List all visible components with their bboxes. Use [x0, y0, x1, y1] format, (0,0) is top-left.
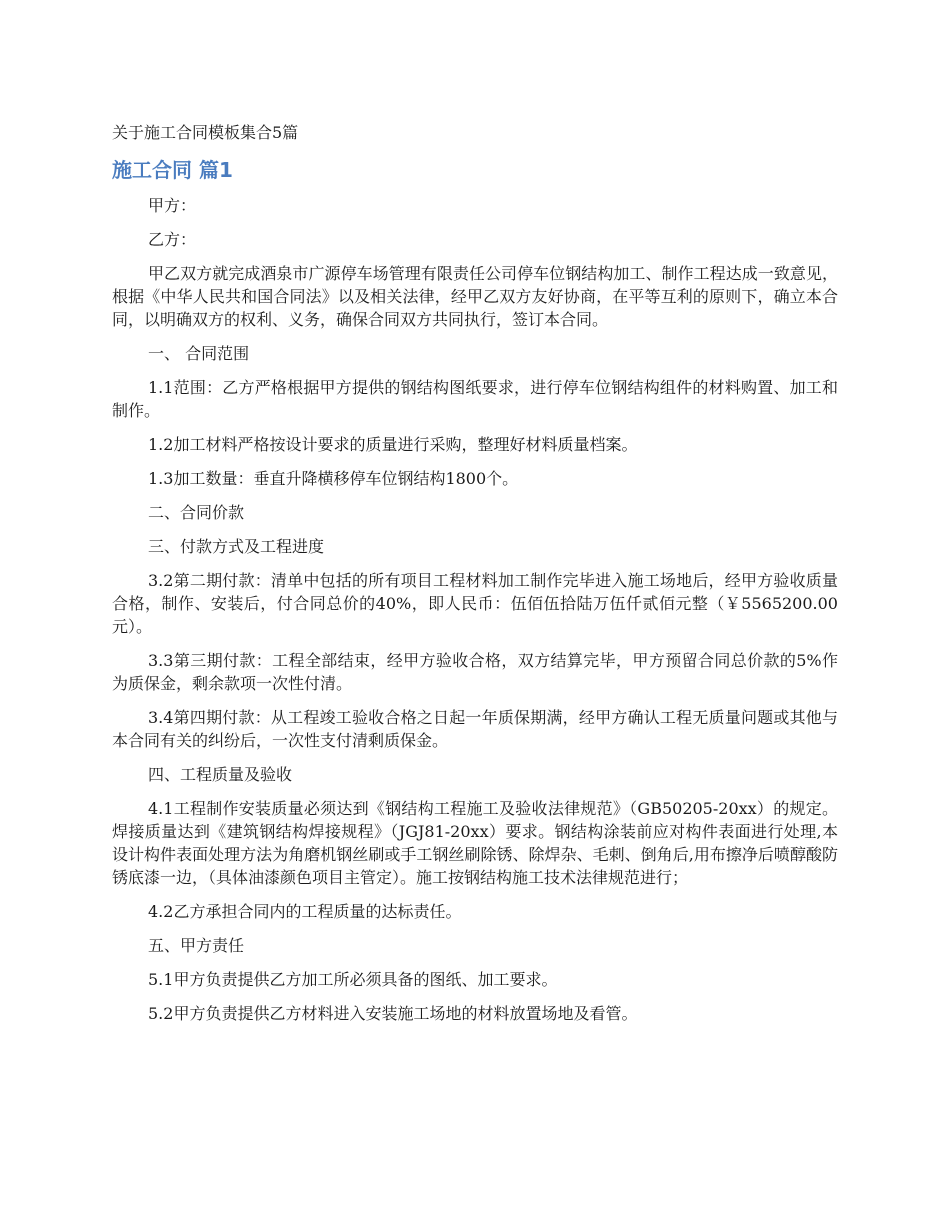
party-a-line: 甲方： [148, 196, 197, 215]
clause-heading-price: 二、合同价款 [148, 503, 245, 522]
clause-1-2: 1.2加工材料严格按设计要求的质量进行采购，整理好材料质量档案。 [148, 435, 638, 454]
clause-5-2: 5.2甲方负责提供乙方材料进入安装施工场地的材料放置场地及看管。 [148, 1004, 638, 1023]
clause-5-1: 5.1甲方负责提供乙方加工所必须具备的图纸、加工要求。 [148, 970, 558, 989]
clause-heading-party-a: 五、甲方责任 [148, 936, 245, 955]
section-heading: 施工合同 篇1 [112, 158, 233, 182]
preamble-paragraph: 甲乙双方就完成酒泉市广源停车场管理有限责任公司停车位钢结构加工、制作工程达成一致意见，根据《中华人民共和国合同法》以及相关法律，经甲乙双方友好协商，在平等互利的原则下，确立本合同，以明确双方的权利、义务，确保合同双方共同执行，签订本合同。 [112, 264, 838, 329]
party-b-line: 乙方： [148, 230, 197, 249]
document-title: 关于施工合同模板集合5篇 [112, 123, 299, 142]
clause-3-4: 3.4第四期付款：从工程竣工验收合格之日起一年质保期满，经甲方确认工程无质量问题或其他与本合同有关的纠纷后，一次性支付清剩质保金。 [112, 708, 838, 750]
clause-4-2: 4.2乙方承担合同内的工程质量的达标责任。 [148, 902, 462, 921]
clause-4-1: 4.1工程制作安装质量必须达到《钢结构工程施工及验收法律规范》（GB50205-20xx）的规定。焊接质量达到《建筑钢结构焊接规程》（JGJ81-20xx）要求。钢结构涂装前应对构件表面进行处理,本设计构件表面处理方法为角磨机钢丝刷或手工钢丝刷除锈、除焊杂、毛刺、倒角后,用布擦净后喷醇酸防锈底漆一边，（具体油漆颜色项目主管定）。施工按钢结构施工技术法律规范进行； [112, 799, 838, 887]
clause-heading-payment: 三、付款方式及工程进度 [148, 537, 325, 556]
clause-1-3: 1.3加工数量：垂直升降横移停车位钢结构1800个。 [148, 469, 519, 488]
clause-heading-scope: 一、 合同范围 [148, 344, 250, 363]
clause-3-2: 3.2第二期付款：清单中包括的所有项目工程材料加工制作完毕进入施工场地后，经甲方验收质量合格，制作、安装后，付合同总价的40%，即人民币：伍佰伍拾陆万伍仟贰佰元整（￥5565200.00元）。 [112, 571, 838, 636]
clause-3-3: 3.3第三期付款：工程全部结束，经甲方验收合格，双方结算完毕，甲方预留合同总价款的5%作为质保金，剩余款项一次性付清。 [112, 651, 838, 693]
clause-heading-quality: 四、工程质量及验收 [148, 765, 293, 784]
clause-1-1: 1.1范围：乙方严格根据甲方提供的钢结构图纸要求，进行停车位钢结构组件的材料购置、加工和制作。 [112, 378, 838, 420]
